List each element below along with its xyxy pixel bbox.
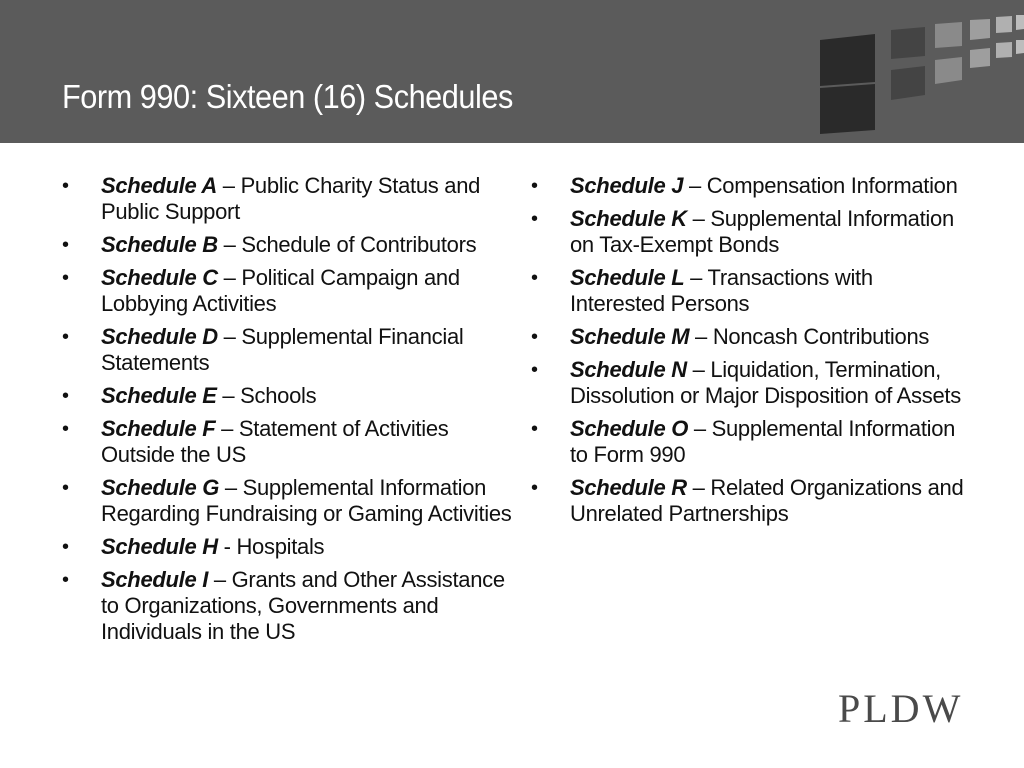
schedule-separator: – xyxy=(686,206,711,231)
schedule-separator: – xyxy=(686,475,711,500)
schedule-separator: - xyxy=(217,534,237,559)
schedule-item xyxy=(531,357,971,409)
bullet-icon: • xyxy=(62,569,69,591)
bullet-icon: • xyxy=(531,477,538,499)
pldw-logo: PLDW xyxy=(838,686,964,731)
bullet-icon: • xyxy=(62,326,69,348)
deco-square xyxy=(970,19,990,40)
schedule-separator: – xyxy=(217,265,242,290)
schedule-name: Schedule B xyxy=(101,232,218,257)
schedule-name: Schedule A xyxy=(101,173,217,198)
schedule-separator: – xyxy=(686,357,711,382)
deco-square xyxy=(891,66,925,100)
bullet-icon: • xyxy=(62,418,69,440)
schedule-description: Schedule of Contributors xyxy=(241,232,477,257)
schedule-name: Schedule C xyxy=(101,265,218,290)
deco-square xyxy=(820,84,875,134)
schedule-description: Liquidation, Termination, Dissolution or Major Disposition of Assets xyxy=(570,357,961,408)
schedule-description: Public Charity Status and Public Support xyxy=(101,173,481,224)
bullet-icon: • xyxy=(62,175,69,197)
schedule-description: Statement of Activities Outside the US xyxy=(101,416,449,467)
deco-square xyxy=(820,34,875,86)
schedule-name: Schedule N xyxy=(570,357,687,382)
left-schedule-list xyxy=(62,173,512,652)
schedule-item xyxy=(531,324,971,350)
deco-square xyxy=(935,57,962,84)
slide-title: Form 990: Sixteen (16) Schedules xyxy=(62,78,513,115)
schedule-item xyxy=(531,265,971,317)
schedule-name: Schedule G xyxy=(101,475,220,500)
schedule-description: Transactions with Interested Persons xyxy=(570,265,873,316)
schedule-separator: – xyxy=(217,324,242,349)
bullet-icon: • xyxy=(62,536,69,558)
schedule-item xyxy=(62,567,512,645)
schedule-name: Schedule D xyxy=(101,324,218,349)
schedule-item xyxy=(62,416,512,468)
schedule-name: Schedule F xyxy=(101,416,216,441)
schedule-name: Schedule I xyxy=(101,567,209,592)
bullet-icon: • xyxy=(531,418,538,440)
schedule-name: Schedule L xyxy=(570,265,685,290)
bullet-icon: • xyxy=(531,326,538,348)
schedule-description: Supplemental Financial Statements xyxy=(101,324,464,375)
schedule-separator: – xyxy=(688,416,712,441)
schedule-item xyxy=(62,534,512,560)
schedule-name: Schedule K xyxy=(570,206,687,231)
schedule-separator: – xyxy=(216,383,241,408)
schedule-description: Supplemental Information on Tax-Exempt Bonds xyxy=(570,206,954,257)
header-bar xyxy=(0,0,1024,143)
bullet-icon: • xyxy=(531,267,538,289)
schedule-separator: – xyxy=(208,567,232,592)
schedule-item xyxy=(531,475,971,527)
schedule-name: Schedule E xyxy=(101,383,217,408)
schedule-separator: – xyxy=(219,475,243,500)
deco-square xyxy=(891,27,925,59)
schedule-item xyxy=(62,475,512,527)
schedule-description: Political Campaign and Lobbying Activities xyxy=(101,265,460,316)
schedule-description: Related Organizations and Unrelated Partnerships xyxy=(570,475,964,526)
bullet-icon: • xyxy=(62,477,69,499)
schedule-description: Supplemental Information Regarding Fundraising or Gaming Activities xyxy=(101,475,512,526)
schedule-description: Noncash Contributions xyxy=(712,324,930,349)
schedule-name: Schedule M xyxy=(570,324,690,349)
schedule-item xyxy=(531,173,971,199)
schedule-name: Schedule R xyxy=(570,475,687,500)
bullet-icon: • xyxy=(531,208,538,230)
schedule-separator: – xyxy=(217,232,242,257)
schedule-item xyxy=(62,173,512,225)
schedule-description: Hospitals xyxy=(236,534,325,559)
schedule-description: Grants and Other Assistance to Organizations, Governments and Individuals in the US xyxy=(101,567,505,644)
decorative-squares-graphic xyxy=(0,0,1024,143)
deco-square xyxy=(996,16,1012,33)
schedule-name: Schedule O xyxy=(570,416,689,441)
bullet-icon: • xyxy=(62,234,69,256)
schedule-item xyxy=(62,383,512,409)
deco-square xyxy=(1016,15,1024,30)
schedule-separator: – xyxy=(684,265,708,290)
bullet-icon: • xyxy=(62,267,69,289)
bullet-icon: • xyxy=(531,175,538,197)
bullet-icon: • xyxy=(531,359,538,381)
right-schedule-list xyxy=(531,173,971,534)
schedule-item xyxy=(531,206,971,258)
deco-square xyxy=(1016,40,1024,54)
schedule-separator: – xyxy=(683,173,707,198)
schedule-separator: – xyxy=(215,416,239,441)
schedule-description: Supplemental Information to Form 990 xyxy=(570,416,956,467)
bullet-icon: • xyxy=(62,385,69,407)
schedule-description: Schools xyxy=(240,383,317,408)
schedule-item xyxy=(531,416,971,468)
schedule-item xyxy=(62,324,512,376)
schedule-separator: – xyxy=(217,173,241,198)
deco-square xyxy=(935,22,962,48)
schedule-name: Schedule J xyxy=(570,173,684,198)
schedule-name: Schedule H xyxy=(101,534,218,559)
schedule-item xyxy=(62,232,512,258)
deco-square xyxy=(970,48,990,68)
schedule-description: Compensation Information xyxy=(706,173,958,198)
schedule-separator: – xyxy=(689,324,713,349)
schedule-item xyxy=(62,265,512,317)
deco-square xyxy=(996,42,1012,58)
